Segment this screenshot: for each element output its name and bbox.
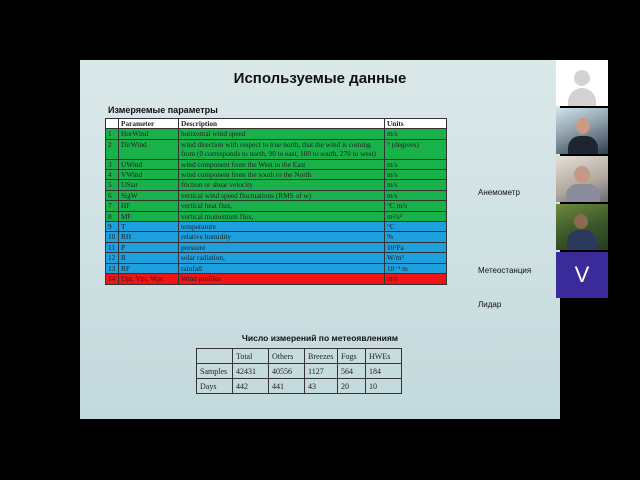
cell-units: W/m²	[385, 253, 447, 263]
cell-units: m/s	[385, 129, 447, 139]
cell-description: wind direction with respect to true north, that the wind is coming from (0 corresponds to north, 90 to east, 180 to south, 270 to west)	[179, 139, 385, 159]
cell-description: wind component from the south to the North	[179, 170, 385, 180]
cell-units: m/s	[385, 170, 447, 180]
table-header-row	[106, 119, 447, 129]
cell-number: 8	[106, 211, 119, 221]
cell-units: m/s	[385, 190, 447, 200]
cell-units: 10⁻³ m	[385, 263, 447, 273]
counts-cell: 1127	[305, 364, 338, 379]
weather-station-label: Метеостанция	[478, 266, 532, 275]
table-row	[106, 253, 447, 263]
counts-cell: HWEs	[366, 349, 402, 364]
cell-parameter: HF	[119, 201, 179, 211]
counts-header-row	[197, 349, 402, 364]
counts-table	[196, 348, 402, 394]
counts-row	[197, 379, 402, 394]
cell-parameter: RF	[119, 263, 179, 273]
anemometer-label: Анемометр	[478, 188, 520, 197]
header-number	[106, 119, 119, 129]
cell-number: 14	[106, 274, 119, 284]
cell-number: 10	[106, 232, 119, 242]
counts-cell: Fogs	[338, 349, 366, 364]
counts-cell: 20	[338, 379, 366, 394]
cell-description: vertical heat flux,	[179, 201, 385, 211]
counts-cell: 564	[338, 364, 366, 379]
cell-number: 12	[106, 253, 119, 263]
counts-cell: 43	[305, 379, 338, 394]
participant-video-1[interactable]	[556, 108, 608, 154]
cell-number: 3	[106, 159, 119, 169]
cell-description: Wind profiles	[179, 274, 385, 284]
counts-cell: Days	[197, 379, 233, 394]
counts-cell: 441	[269, 379, 305, 394]
cell-units: °C	[385, 222, 447, 232]
cell-description: rainfall	[179, 263, 385, 273]
cell-number: 5	[106, 180, 119, 190]
user-avatar-shoulders	[568, 88, 596, 106]
header-units: Units	[385, 119, 447, 129]
parameters-table	[105, 118, 447, 285]
counts-title: Число измерений по метеоявлениям	[241, 333, 399, 343]
cell-parameter: P	[119, 242, 179, 252]
cell-units: °C m/s	[385, 201, 447, 211]
cell-description: wind component from the West to the East	[179, 159, 385, 169]
cell-units: m/s	[385, 159, 447, 169]
participant-avatar-tile[interactable]	[556, 60, 608, 106]
cell-parameter: Upr, Vpr, Wpr	[119, 274, 179, 284]
counts-cell: Others	[269, 349, 305, 364]
cell-parameter: HorWind	[119, 129, 179, 139]
cell-number: 11	[106, 242, 119, 252]
cell-parameter: T	[119, 222, 179, 232]
header-description: Description	[179, 119, 385, 129]
table-row	[106, 201, 447, 211]
counts-cell: 10	[366, 379, 402, 394]
cell-units: ° (degrees)	[385, 139, 447, 159]
counts-cell: 42431	[233, 364, 269, 379]
cell-description: relative humidity	[179, 232, 385, 242]
table-row	[106, 180, 447, 190]
cell-description: horizontal wind speed	[179, 129, 385, 139]
cell-description: pressure	[179, 242, 385, 252]
counts-cell: 184	[366, 364, 402, 379]
cell-units: %	[385, 232, 447, 242]
cell-number: 2	[106, 139, 119, 159]
table-row	[106, 263, 447, 273]
participant-video-3[interactable]	[556, 204, 608, 250]
cell-parameter: R	[119, 253, 179, 263]
cell-number: 9	[106, 222, 119, 232]
cell-parameter: MF	[119, 211, 179, 221]
table-row	[106, 232, 447, 242]
cell-number: 13	[106, 263, 119, 273]
cell-parameter: DirWind	[119, 139, 179, 159]
cell-parameter: VWind	[119, 170, 179, 180]
cell-units: 10²Pa	[385, 242, 447, 252]
lidar-label: Лидар	[478, 300, 502, 309]
table-row	[106, 129, 447, 139]
parameters-subtitle: Измеряемые параметры	[108, 105, 218, 115]
cell-units: m/s	[385, 274, 447, 284]
cell-description: vertical momentum flux,	[179, 211, 385, 221]
participant-initial: V	[574, 262, 590, 287]
user-avatar-icon	[574, 70, 590, 86]
cell-description: solar radiation,	[179, 253, 385, 263]
header-parameter: Parameter	[119, 119, 179, 129]
counts-cell: Breezes	[305, 349, 338, 364]
table-row	[106, 242, 447, 252]
table-row	[106, 222, 447, 232]
cell-units: m²/s²	[385, 211, 447, 221]
table-row	[106, 190, 447, 200]
counts-cell: Samples	[197, 364, 233, 379]
cell-parameter: RH	[119, 232, 179, 242]
cell-parameter: UStar	[119, 180, 179, 190]
cell-description: friction or shear velocity	[179, 180, 385, 190]
counts-cell	[197, 349, 233, 364]
participant-video-2[interactable]	[556, 156, 608, 202]
cell-units: m/s	[385, 180, 447, 190]
counts-cell: Total	[233, 349, 269, 364]
cell-number: 6	[106, 190, 119, 200]
cell-number: 1	[106, 129, 119, 139]
cell-description: vertical wind speed fluctuations (RMS of w)	[179, 190, 385, 200]
table-row	[106, 139, 447, 159]
cell-description: temperature	[179, 222, 385, 232]
presentation-slide	[80, 60, 560, 419]
counts-row	[197, 364, 402, 379]
cell-parameter: SigW	[119, 190, 179, 200]
counts-cell: 442	[233, 379, 269, 394]
table-row	[106, 170, 447, 180]
cell-parameter: UWind	[119, 159, 179, 169]
cell-number: 4	[106, 170, 119, 180]
counts-cell: 40556	[269, 364, 305, 379]
cell-number: 7	[106, 201, 119, 211]
slide-title: Используемые данные	[233, 70, 407, 87]
table-row	[106, 159, 447, 169]
participant-initial-tile[interactable]	[556, 252, 608, 298]
table-row	[106, 211, 447, 221]
table-row	[106, 274, 447, 284]
